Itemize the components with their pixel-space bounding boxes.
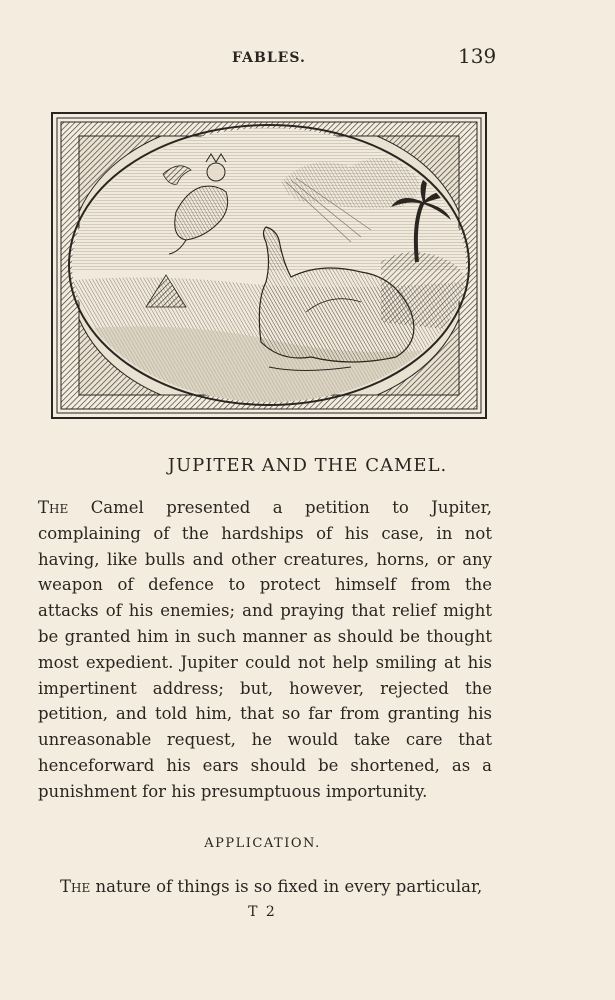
application-body-text: nature of things is so fixed in every particular, bbox=[95, 877, 483, 896]
application-body bbox=[60, 874, 492, 899]
page-number: 139 bbox=[458, 44, 497, 68]
fable-lead-word: The bbox=[38, 498, 69, 517]
signature-mark: T 2 bbox=[248, 904, 277, 920]
application-heading: APPLICATION. bbox=[204, 836, 321, 851]
fable-title: JUPITER AND THE CAMEL. bbox=[167, 455, 448, 476]
fable-body-text: Camel presented a petition to Jupiter, complaining of the hardships of his case, in not having, like bulls and other creatures, horns, or any weapon of defence to protect himself from the attacks of his enemies; and praying that relief might be granted him in such manner as should be thought most expedient. Jupiter could not help smiling at his impertinent address; but, however, rejected the petition, and told him, that so far from granting his unreasonable request, he would take care that henceforward his ears should be shortened, as a punishment for his presumptuous importunity. bbox=[38, 498, 492, 801]
running-head: FABLES. bbox=[232, 50, 306, 66]
application-lead-word: The bbox=[60, 877, 91, 896]
engraving-illustration bbox=[51, 112, 487, 419]
fable-body bbox=[38, 495, 492, 805]
